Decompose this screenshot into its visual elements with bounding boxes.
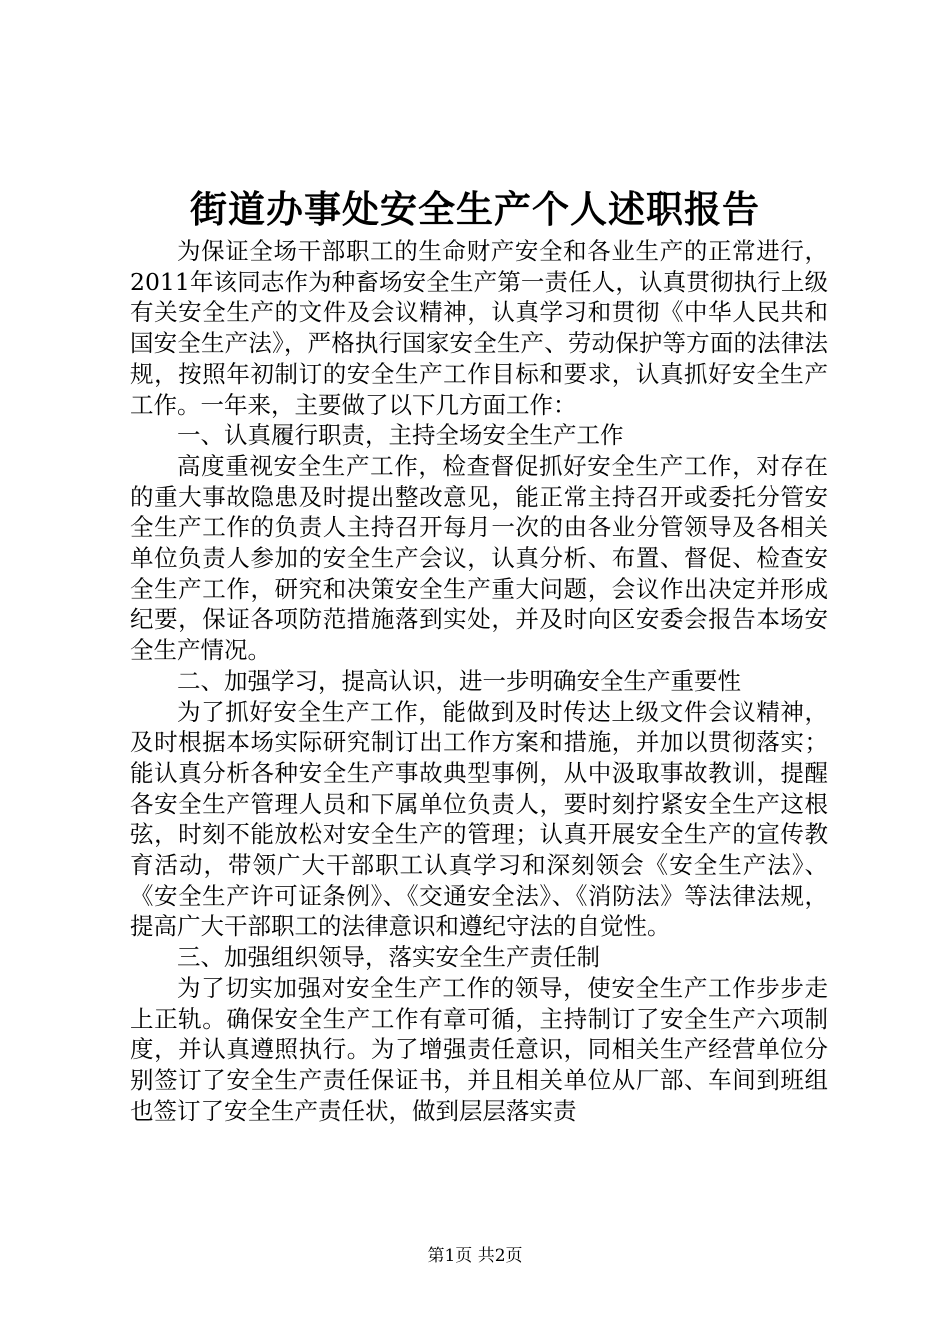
document-body	[130, 236, 828, 1126]
section-heading-2: 二、加强学习，提高认识，进一步明确安全生产重要性	[177, 666, 741, 695]
paragraph-section-1: 高度重视安全生产工作，检查督促抓好安全生产工作，对存在的重大事故隐患及时提出整改意见，能正常主持召开或委托分管安全生产工作的负责人主持召开每月一次的由各业分管领导及各相关单位负责人参加的安全生产会议，认真分析、布置、督促、检查安全生产工作，研究和决策安全生产重大问题，会议作出决定并形成纪要，保证各项防范措施落到实处，并及时向区安委会报告本场安全生产情况。	[130, 451, 828, 665]
paragraph-section-3: 为了切实加强对安全生产工作的领导，使安全生产工作步步走上正轨。确保安全生产工作有章可循，主持制订了安全生产六项制度，并认真遵照执行。为了增强责任意识，同相关生产经营单位分别签订了安全生产责任保证书，并且相关单位从厂部、车间到班组也签订了安全生产责任状，做到层层落实责	[130, 973, 828, 1125]
page-footer: 第1页 共2页	[427, 1246, 523, 1266]
section-heading-3: 三、加强组织领导，落实安全生产责任制	[177, 943, 600, 972]
paragraph-section-2: 为了抓好安全生产工作，能做到及时传达上级文件会议精神，及时根据本场实际研究制订出工作方案和措施，并加以贯彻落实；能认真分析各种安全生产事故典型事例，从中汲取事故教训，提醒各安全生产管理人员和下属单位负责人，要时刻拧紧安全生产这根弦，时刻不能放松对安全生产的管理；认真开展安全生产的宣传教育活动，带领广大干部职工认真学习和深刻领会《安全生产法》、《安全生产许可证条例》、《交通安全法》、《消防法》等法律法规，提高广大干部职工的法律意识和遵纪守法的自觉性。	[130, 697, 828, 941]
paragraph-intro: 为保证全场干部职工的生命财产安全和各业生产的正常进行，2011年该同志作为种畜场安全生产第一责任人，认真贯彻执行上级有关安全生产的文件及会议精神，认真学习和贯彻《中华人民共和国安全生产法》，严格执行国家安全生产、劳动保护等方面的法律法规，按照年初制订的安全生产工作目标和要求，认真抓好安全生产工作。一年来，主要做了以下几方面工作：	[130, 237, 828, 419]
document-title: 街道办事处安全生产个人述职报告	[190, 187, 760, 231]
section-heading-1: 一、认真履行职责，主持全场安全生产工作	[177, 421, 624, 450]
